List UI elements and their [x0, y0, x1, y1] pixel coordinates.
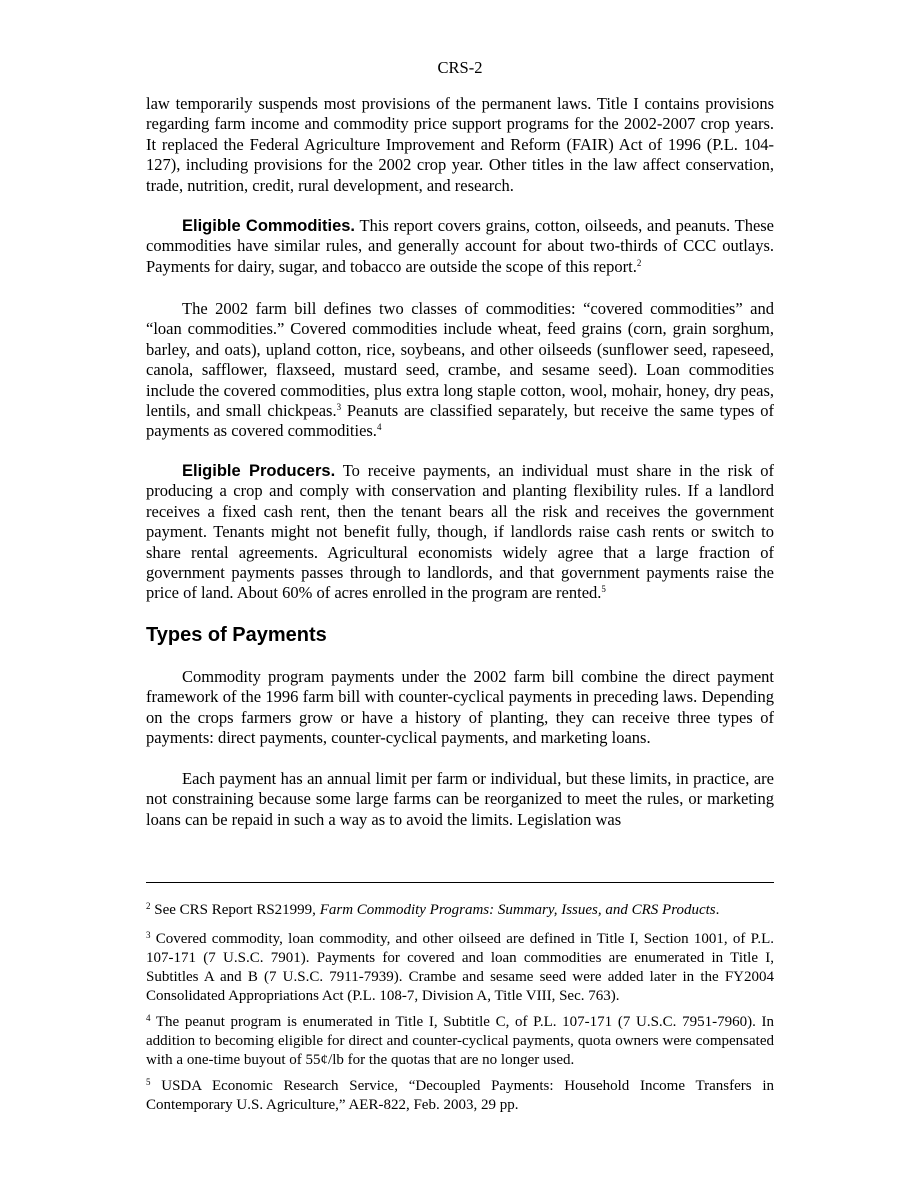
- footnote-text: The peanut program is enumerated in Title I, Subtitle C, of P.L. 107-171 (7 U.S.C. 7951-7960). In addition to becoming eligible for direct and counter-cyclical payments, quota owners were compensated with a one-time buyout of 55¢/lb for the quotas that are no longer used.: [146, 1014, 774, 1068]
- footnote-4: [146, 1013, 774, 1070]
- body-paragraph-eligible-commodities: [146, 216, 774, 277]
- page-header: [0, 58, 920, 78]
- body-paragraph-eligible-producers: [146, 461, 774, 604]
- paragraph-text: This report covers grains, cotton, oilseeds, and peanuts. These commodities have similar rules, and generally account for about two-thirds of CCC outlays. Payments for dairy, sugar, and tobacco are outside the scope of this report.: [146, 216, 775, 276]
- footnote-2: [146, 901, 774, 920]
- paragraph-text: Peanuts are classified separately, but receive the same types of payments as covered commodities.: [146, 401, 775, 441]
- page-label: CRS-2: [437, 58, 483, 77]
- footnote-divider: [146, 882, 774, 883]
- section-heading: Types of Payments: [146, 624, 327, 646]
- footnote-italic-title: Farm Commodity Programs: Summary, Issues, and CRS Products: [319, 902, 716, 918]
- paragraph-text: To receive payments, an individual must share in the risk of producing a crop and comply with conservation and planting flexibility rules. If a landlord receives a fixed cash rent, then the tenant bears all the risk and receives the government payment. Tenants might not benefit fully, though, if landlords raise cash rents or switch to share rental agreements. Agricultural economists widely agree that a large fraction of government payments passes through to landlords, and that government payments raise the price of land. About 60% of acres enrolled in the program are rented.: [146, 461, 774, 603]
- body-paragraph-1: [146, 94, 774, 196]
- footnote-ref: 2: [636, 257, 642, 268]
- footnote-text: Covered commodity, loan commodity, and other oilseed are defined in Title I, Section 1001, of P.L. 107-171 (7 U.S.C. 7901). Payments for covered and loan commodities are enumerated in Title I, Subtitles A and B (7 U.S.C. 7911-7939). Crambe and sesame seed were added later in the FY2004 Consolidated Appropriations Act (P.L. 108-7, Division A, Title VIII, Sec. 763).: [146, 931, 774, 1004]
- footnote-ref: 5: [601, 584, 606, 595]
- footnote-number: 3: [146, 930, 151, 940]
- footnote-5: [146, 1077, 774, 1115]
- footnote-ref: 3: [336, 402, 342, 413]
- footnote-number: 4: [146, 1013, 151, 1023]
- paragraph-text: law temporarily suspends most provisions of the permanent laws. Title I contains provisions regarding farm income and commodity price support programs for the 2002-2007 crop years. It replaced the Federal Agriculture Improvement and Reform (FAIR) Act of 1996 (P.L. 104-127), including provisions for the 2002 crop year. Other titles in the law affect conservation, trade, nutrition, credit, rural development, and research.: [146, 94, 774, 195]
- body-paragraph-commodity-classes: [146, 299, 774, 442]
- footnote-number: 5: [146, 1077, 151, 1087]
- footnote-text: See CRS Report RS21999,: [150, 902, 320, 918]
- paragraph-text: Commodity program payments under the 2002 farm bill combine the direct payment framework of the 1996 farm bill with counter-cyclical payments in preceding laws. Depending on the crops farmers grow or have a history of planting, they can receive three types of payments: direct payments, counter-cyclical payments, and marketing loans.: [146, 667, 774, 748]
- run-in-heading: Eligible Producers.: [182, 462, 336, 480]
- run-in-heading: Eligible Commodities.: [182, 217, 356, 235]
- body-paragraph-limits: [146, 769, 774, 830]
- footnote-text: USDA Economic Research Service, “Decoupled Payments: Household Income Transfers in Contemporary U.S. Agriculture,” AER-822, Feb. 2003, 29 pp.: [146, 1078, 774, 1113]
- body-paragraph-types: [146, 667, 774, 749]
- paragraph-text: The 2002 farm bill defines two classes of commodities: “covered commodities” and “loan commodities.” Covered commodities include wheat, feed grains (corn, grain sorghum, barley, and oats), upland cotton, rice, soybeans, and other oilseeds (sunflower seed, rapeseed, canola, safflower, flaxseed, mustard seed, crambe, and sesame seed). Loan commodities include the covered commodities, plus extra long staple cotton, wool, mohair, honey, dry peas, lentils, and small chickpeas.: [146, 299, 774, 421]
- footnote-ref: 4: [376, 422, 382, 433]
- paragraph-text: Each payment has an annual limit per farm or individual, but these limits, in practice, are not constraining because some large farms can be reorganized to meet the rules, or marketing loans can be repaid in such a way as to avoid the limits. Legislation was: [146, 769, 774, 829]
- footnote-number: 2: [146, 901, 151, 911]
- footnote-3: [146, 930, 774, 1006]
- footnote-text: .: [715, 902, 720, 918]
